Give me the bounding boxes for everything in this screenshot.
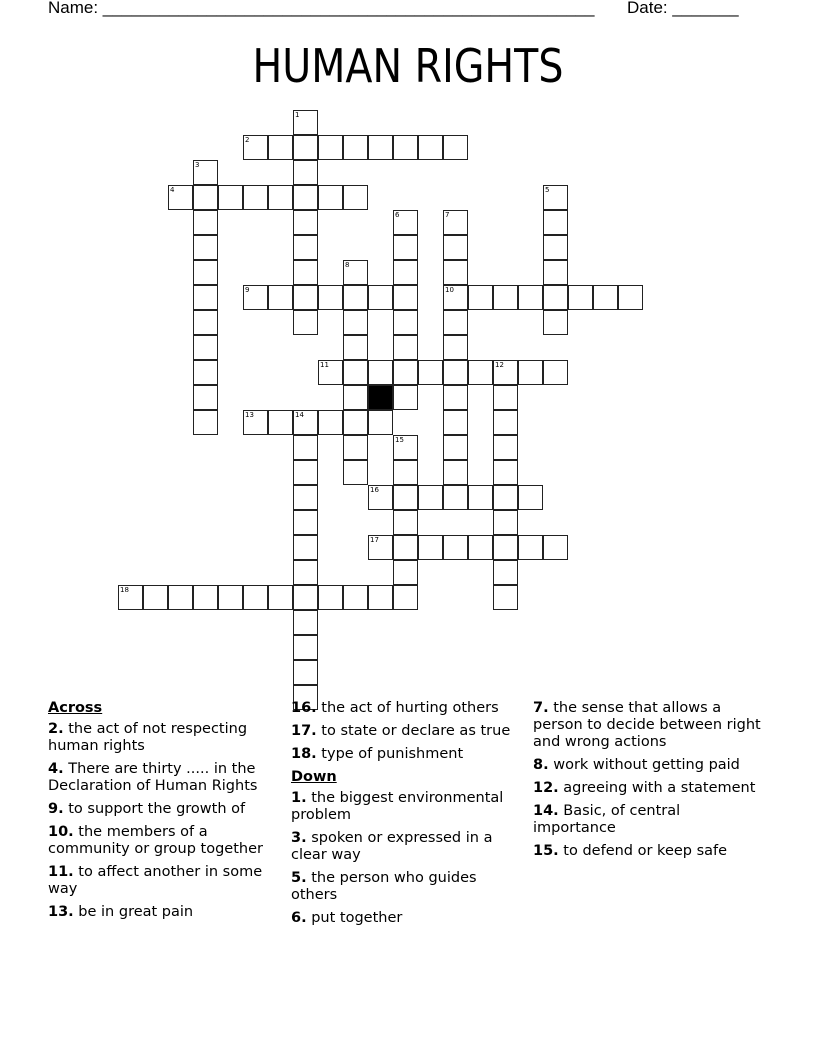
grid-cell[interactable] xyxy=(393,235,418,260)
clue-down-3 xyxy=(291,830,526,864)
grid-cell[interactable] xyxy=(443,435,468,460)
grid-cell[interactable] xyxy=(293,485,318,510)
clue-down-12 xyxy=(533,780,763,797)
clue-number-label: 10 xyxy=(445,286,454,294)
clue-across-9 xyxy=(48,801,283,818)
grid-cell[interactable] xyxy=(293,310,318,335)
grid-cell[interactable] xyxy=(368,535,393,560)
clue-text: to state or declare as true xyxy=(321,723,511,739)
grid-cell[interactable] xyxy=(268,585,293,610)
grid-cell[interactable] xyxy=(143,585,168,610)
grid-cell[interactable] xyxy=(393,535,418,560)
grid-cell[interactable] xyxy=(193,285,218,310)
clue-number: 15. xyxy=(533,843,559,859)
grid-cell[interactable] xyxy=(493,385,518,410)
grid-cell[interactable] xyxy=(243,135,268,160)
grid-cell[interactable] xyxy=(293,535,318,560)
date-field-label: Date: _______ xyxy=(627,0,739,17)
clue-number-label: 18 xyxy=(120,586,129,594)
clue-number-label: 11 xyxy=(320,361,329,369)
grid-cell[interactable] xyxy=(318,410,343,435)
clue-number-label: 4 xyxy=(170,186,175,194)
grid-cell[interactable] xyxy=(293,460,318,485)
clue-number: 14. xyxy=(533,803,559,819)
clues-column-2 xyxy=(291,700,526,933)
grid-cell[interactable] xyxy=(393,560,418,585)
clue-down-5 xyxy=(291,870,526,904)
grid-cell[interactable] xyxy=(243,185,268,210)
grid-cell[interactable] xyxy=(343,360,368,385)
grid-cell[interactable] xyxy=(193,210,218,235)
grid-cell[interactable] xyxy=(293,210,318,235)
grid-cell[interactable] xyxy=(293,660,318,685)
clue-text: the act of hurting others xyxy=(321,700,499,716)
clue-number: 9. xyxy=(48,801,64,817)
grid-cell[interactable] xyxy=(368,285,393,310)
clue-number: 6. xyxy=(291,910,307,926)
clue-number: 16. xyxy=(291,700,317,716)
grid-cell[interactable] xyxy=(343,585,368,610)
clue-text: agreeing with a statement xyxy=(563,780,756,796)
grid-cell[interactable] xyxy=(293,185,318,210)
clue-text: to defend or keep safe xyxy=(563,843,728,859)
grid-cell[interactable] xyxy=(493,485,518,510)
grid-cell[interactable] xyxy=(493,510,518,535)
grid-cell[interactable] xyxy=(368,410,393,435)
grid-cell[interactable] xyxy=(418,485,443,510)
grid-cell[interactable] xyxy=(543,210,568,235)
grid-cell[interactable] xyxy=(293,110,318,135)
grid-cell[interactable] xyxy=(568,285,593,310)
grid-cell[interactable] xyxy=(393,310,418,335)
grid-cell[interactable] xyxy=(393,335,418,360)
grid-cell[interactable] xyxy=(293,610,318,635)
grid-cell[interactable] xyxy=(443,285,468,310)
clue-number-label: 17 xyxy=(370,536,379,544)
clue-down-7 xyxy=(533,700,763,751)
grid-cell[interactable] xyxy=(493,460,518,485)
clue-number-label: 1 xyxy=(295,111,300,119)
clue-number: 12. xyxy=(533,780,559,796)
clue-number: 1. xyxy=(291,790,307,806)
grid-cell[interactable] xyxy=(343,310,368,335)
clue-number-label: 12 xyxy=(495,361,504,369)
grid-cell[interactable] xyxy=(293,560,318,585)
clue-down-15 xyxy=(533,843,763,860)
grid-cell[interactable] xyxy=(193,310,218,335)
grid-cell[interactable] xyxy=(393,360,418,385)
clue-number-label: 6 xyxy=(395,211,400,219)
clue-text: put together xyxy=(311,910,403,926)
grid-cell[interactable] xyxy=(318,360,343,385)
grid-cell[interactable] xyxy=(493,360,518,385)
clue-number: 17. xyxy=(291,723,317,739)
clue-across-13 xyxy=(48,904,283,921)
grid-cell[interactable] xyxy=(293,585,318,610)
grid-cell[interactable] xyxy=(418,360,443,385)
grid-cell[interactable] xyxy=(393,210,418,235)
grid-cell[interactable] xyxy=(243,285,268,310)
grid-cell[interactable] xyxy=(243,585,268,610)
grid-cell[interactable] xyxy=(368,585,393,610)
clue-across-4 xyxy=(48,761,283,795)
clue-text: the person who guides others xyxy=(291,870,477,903)
grid-cell[interactable] xyxy=(393,260,418,285)
down-heading: Down xyxy=(291,769,337,785)
grid-cell[interactable] xyxy=(318,135,343,160)
grid-cell[interactable] xyxy=(343,410,368,435)
clue-number: 2. xyxy=(48,721,64,737)
grid-cell[interactable] xyxy=(268,135,293,160)
grid-cell[interactable] xyxy=(543,260,568,285)
grid-cell[interactable] xyxy=(443,235,468,260)
grid-cell[interactable] xyxy=(268,185,293,210)
grid-cell[interactable] xyxy=(468,535,493,560)
grid-cell[interactable] xyxy=(293,160,318,185)
clue-across-18 xyxy=(291,746,526,763)
grid-cell[interactable] xyxy=(193,235,218,260)
grid-cell[interactable] xyxy=(393,385,418,410)
grid-cell[interactable] xyxy=(543,285,568,310)
grid-cell[interactable] xyxy=(443,335,468,360)
clue-number-label: 9 xyxy=(245,286,250,294)
clue-number-label: 15 xyxy=(395,436,404,444)
clue-number-label: 16 xyxy=(370,486,379,494)
grid-cell[interactable] xyxy=(343,260,368,285)
clue-text: There are thirty ..... in the Declaration of Human Rights xyxy=(48,761,258,794)
grid-cell[interactable] xyxy=(468,360,493,385)
clue-number: 3. xyxy=(291,830,307,846)
grid-cell[interactable] xyxy=(193,185,218,210)
grid-cell[interactable] xyxy=(593,285,618,310)
grid-cell[interactable] xyxy=(543,235,568,260)
clue-text: the biggest environmental problem xyxy=(291,790,504,823)
clue-down-6 xyxy=(291,910,526,927)
clue-down-1 xyxy=(291,790,526,824)
grid-cell[interactable] xyxy=(393,435,418,460)
page-title: HUMAN RIGHTS xyxy=(252,39,564,93)
grid-cell[interactable] xyxy=(343,460,368,485)
grid-cell[interactable] xyxy=(493,285,518,310)
clue-text: work without getting paid xyxy=(553,757,740,773)
grid-cell[interactable] xyxy=(543,185,568,210)
grid-cell[interactable] xyxy=(193,385,218,410)
clue-text: to affect another in some way xyxy=(48,864,263,897)
clue-text: Basic, of central importance xyxy=(533,803,681,836)
clue-down-14 xyxy=(533,803,763,837)
grid-cell[interactable] xyxy=(293,435,318,460)
grid-cell[interactable] xyxy=(518,360,543,385)
clue-number-label: 3 xyxy=(195,161,200,169)
black-cell xyxy=(368,385,393,410)
grid-cell[interactable] xyxy=(293,260,318,285)
grid-cell[interactable] xyxy=(343,185,368,210)
grid-cell[interactable] xyxy=(393,485,418,510)
grid-cell[interactable] xyxy=(443,135,468,160)
grid-cell[interactable] xyxy=(293,285,318,310)
clue-down-8 xyxy=(533,757,763,774)
clue-number: 10. xyxy=(48,824,74,840)
grid-cell[interactable] xyxy=(443,535,468,560)
clue-text: the sense that allows a person to decide between right and wrong actions xyxy=(533,700,761,750)
grid-cell[interactable] xyxy=(268,410,293,435)
grid-cell[interactable] xyxy=(443,460,468,485)
grid-cell[interactable] xyxy=(393,460,418,485)
grid-cell[interactable] xyxy=(418,535,443,560)
clue-number-label: 5 xyxy=(545,186,550,194)
grid-cell[interactable] xyxy=(193,360,218,385)
grid-cell[interactable] xyxy=(343,285,368,310)
grid-cell[interactable] xyxy=(443,310,468,335)
clue-text: the act of not respecting human rights xyxy=(48,721,248,754)
grid-cell[interactable] xyxy=(218,585,243,610)
grid-cell[interactable] xyxy=(543,535,568,560)
grid-cell[interactable] xyxy=(368,360,393,385)
grid-cell[interactable] xyxy=(393,285,418,310)
name-field-label: Name: ____________________________________________________ xyxy=(48,0,595,17)
clue-text: spoken or expressed in a clear way xyxy=(291,830,493,863)
clues-column-3 xyxy=(533,700,763,866)
grid-cell[interactable] xyxy=(268,285,293,310)
grid-cell[interactable] xyxy=(518,485,543,510)
grid-cell[interactable] xyxy=(543,310,568,335)
grid-cell[interactable] xyxy=(168,185,193,210)
grid-cell[interactable] xyxy=(193,410,218,435)
grid-cell[interactable] xyxy=(118,585,143,610)
clue-text: to support the growth of xyxy=(68,801,246,817)
grid-cell[interactable] xyxy=(318,285,343,310)
grid-cell[interactable] xyxy=(293,510,318,535)
clue-number: 18. xyxy=(291,746,317,762)
grid-cell[interactable] xyxy=(543,360,568,385)
grid-cell[interactable] xyxy=(368,135,393,160)
clue-across-2 xyxy=(48,721,283,755)
clue-text: type of punishment xyxy=(321,746,464,762)
grid-cell[interactable] xyxy=(293,635,318,660)
clue-number: 4. xyxy=(48,761,64,777)
grid-cell[interactable] xyxy=(493,410,518,435)
clue-number-label: 14 xyxy=(295,411,304,419)
clue-across-10 xyxy=(48,824,283,858)
grid-cell[interactable] xyxy=(343,435,368,460)
clue-across-17 xyxy=(291,723,526,740)
grid-cell[interactable] xyxy=(293,235,318,260)
grid-cell[interactable] xyxy=(493,560,518,585)
grid-cell[interactable] xyxy=(493,585,518,610)
grid-cell[interactable] xyxy=(293,410,318,435)
grid-cell[interactable] xyxy=(343,335,368,360)
clue-text: be in great pain xyxy=(78,904,194,920)
grid-cell[interactable] xyxy=(393,585,418,610)
clue-text: the members of a community or group together xyxy=(48,824,263,857)
clue-number-label: 13 xyxy=(245,411,254,419)
grid-cell[interactable] xyxy=(443,410,468,435)
clue-across-11 xyxy=(48,864,283,898)
grid-cell[interactable] xyxy=(443,210,468,235)
grid-cell[interactable] xyxy=(193,335,218,360)
grid-cell[interactable] xyxy=(318,185,343,210)
grid-cell[interactable] xyxy=(443,385,468,410)
grid-cell[interactable] xyxy=(493,535,518,560)
grid-cell[interactable] xyxy=(193,160,218,185)
clue-number: 5. xyxy=(291,870,307,886)
grid-cell[interactable] xyxy=(443,360,468,385)
grid-cell[interactable] xyxy=(468,285,493,310)
clue-number-label: 8 xyxy=(345,261,350,269)
grid-cell[interactable] xyxy=(368,485,393,510)
clue-number: 7. xyxy=(533,700,549,716)
clue-number: 13. xyxy=(48,904,74,920)
grid-cell[interactable] xyxy=(493,435,518,460)
grid-cell[interactable] xyxy=(193,585,218,610)
clue-number-label: 7 xyxy=(445,211,450,219)
grid-cell[interactable] xyxy=(418,135,443,160)
grid-cell[interactable] xyxy=(443,260,468,285)
grid-cell[interactable] xyxy=(343,135,368,160)
across-heading: Across xyxy=(48,700,103,716)
grid-cell[interactable] xyxy=(618,285,643,310)
grid-cell[interactable] xyxy=(393,135,418,160)
clue-across-16 xyxy=(291,700,526,717)
clue-number-label: 2 xyxy=(245,136,250,144)
clue-number: 11. xyxy=(48,864,74,880)
grid-cell[interactable] xyxy=(218,185,243,210)
grid-cell[interactable] xyxy=(293,135,318,160)
clue-number: 8. xyxy=(533,757,549,773)
grid-cell[interactable] xyxy=(168,585,193,610)
grid-cell[interactable] xyxy=(393,510,418,535)
grid-cell[interactable] xyxy=(518,535,543,560)
grid-cell[interactable] xyxy=(343,385,368,410)
grid-cell[interactable] xyxy=(318,585,343,610)
grid-cell[interactable] xyxy=(243,410,268,435)
grid-cell[interactable] xyxy=(443,485,468,510)
grid-cell[interactable] xyxy=(468,485,493,510)
grid-cell[interactable] xyxy=(518,285,543,310)
clues-column-1 xyxy=(48,700,283,927)
grid-cell[interactable] xyxy=(193,260,218,285)
